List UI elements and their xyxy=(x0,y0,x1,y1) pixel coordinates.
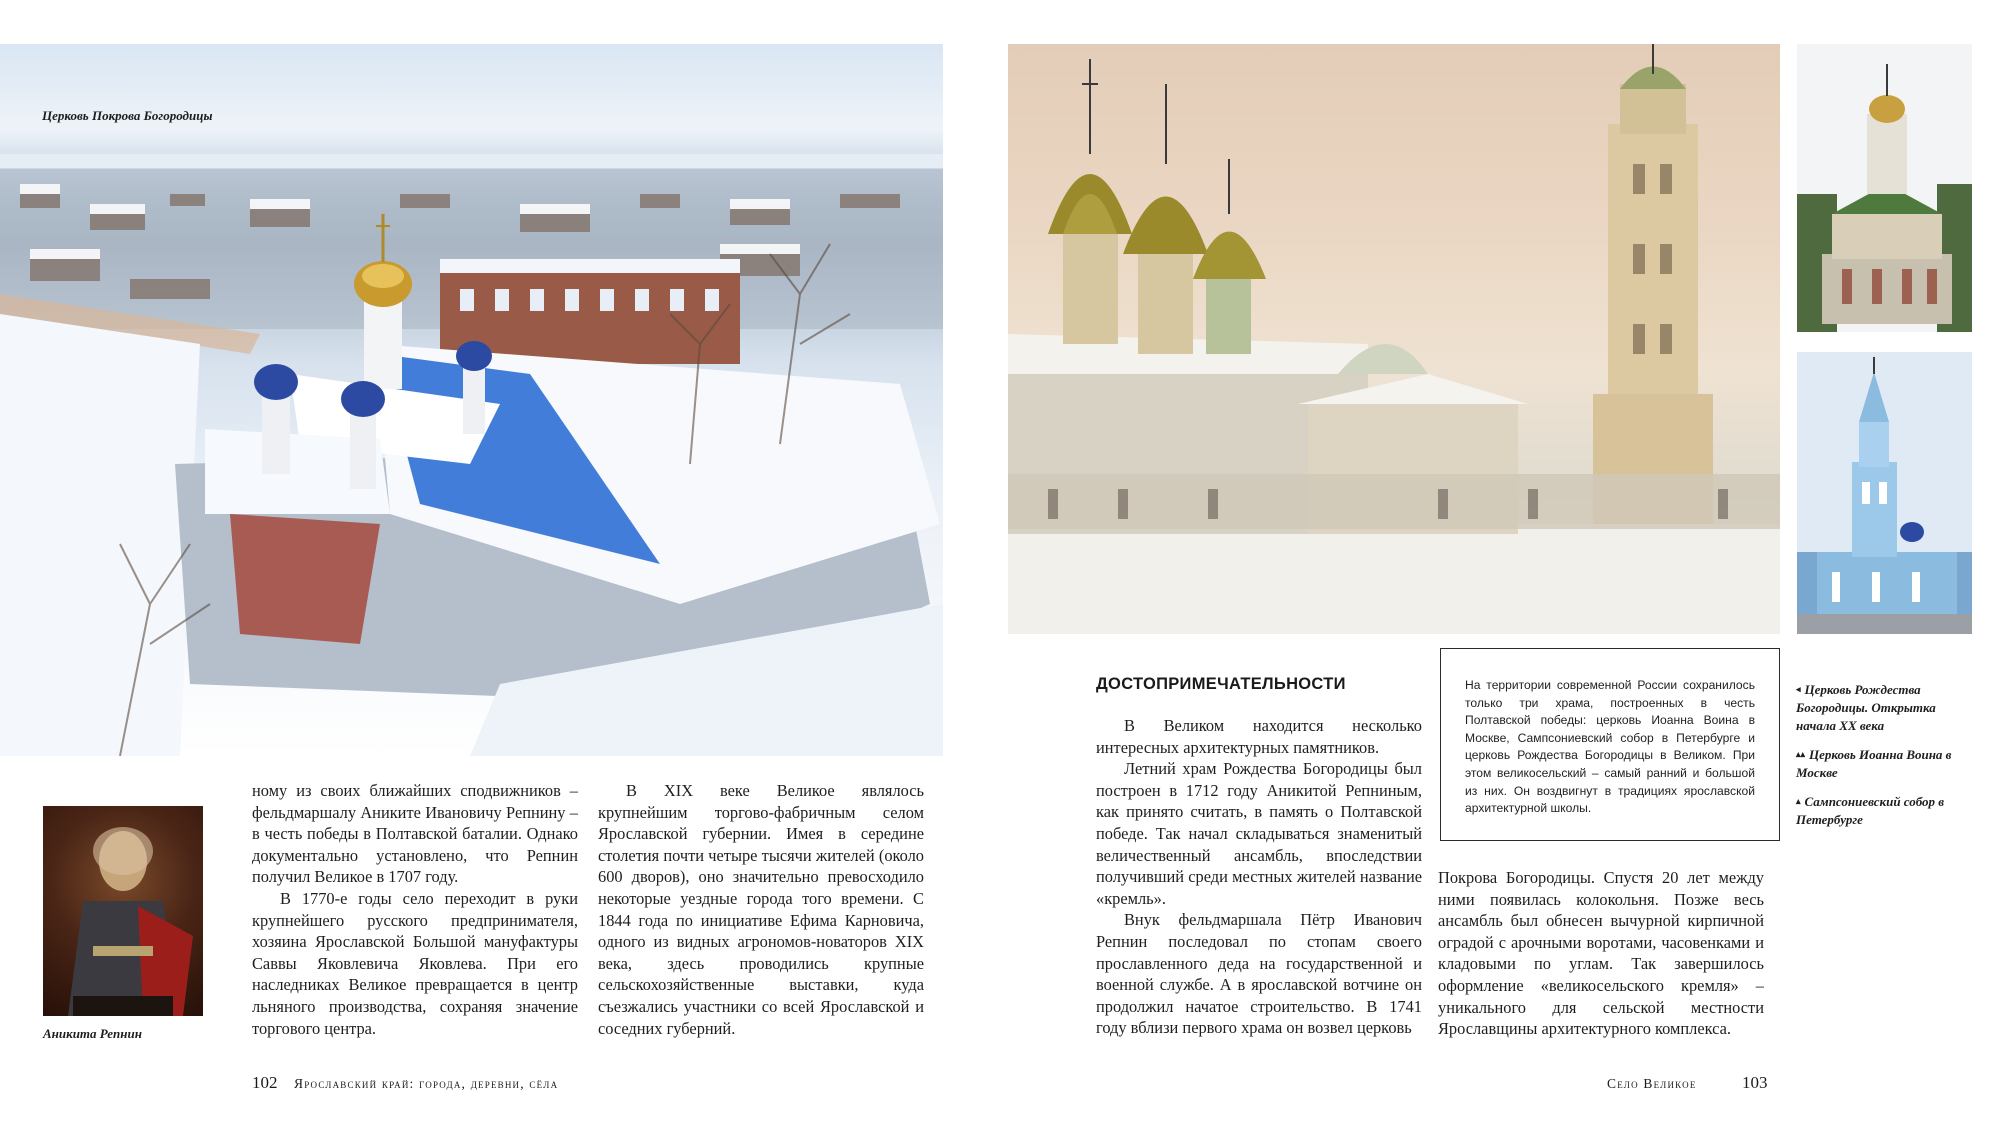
paragraph: Летний храм Рождества Богородицы был построен в 1712 году Аникитой Репниным, как принято считать, в память о Полтавской победе. Так начал складываться знаменитый величественный ансамбль, впоследствии получивший среди местных жителей название «кремль». xyxy=(1096,759,1422,908)
ioann-voin-illustration xyxy=(1797,44,1972,332)
church-aerial-photo xyxy=(0,44,943,756)
paragraph: В Великом находится несколько интересных архитектурных памятников. xyxy=(1096,716,1422,757)
paragraph: Внук фельдмаршала Пётр Иванович Репнин последовал по стопам своего прославленного деда на государственной и военной службе. А в ярославской вотчине он продолжил начатое строительство. В 1741 году вблизи первого храма он возвел церковь xyxy=(1096,910,1422,1038)
caption-postcard: ◂ Церковь Рождества Богородицы. Открытка начала XX века xyxy=(1796,682,1936,733)
arrow-up-icon: ▴ xyxy=(1796,796,1801,806)
repnin-caption: Аникита Репнин xyxy=(43,1026,142,1041)
right-column-1 xyxy=(1096,715,1422,1039)
postcard-photo xyxy=(1008,44,1780,634)
right-column-2 xyxy=(1438,867,1764,1040)
page-number-left: 102 xyxy=(252,1073,278,1092)
repnin-portrait xyxy=(43,806,203,1016)
left-column-1 xyxy=(252,780,578,1039)
arrow-left-icon: ◂ xyxy=(1796,684,1801,694)
paragraph: В 1770-е годы село переходит в руки крупнейшего русского предпринимателя, хозяина Ярославской Большой мануфактуры Саввы Яковлевича Яковлева. При его наследниках Великое превращается в центр льняного производства, сохраняя значение торгового центра. xyxy=(252,888,578,1038)
sampson-cathedral-illustration xyxy=(1797,352,1972,634)
ioann-voin-church-photo xyxy=(1797,44,1972,332)
church-aerial-illustration xyxy=(0,44,943,756)
paragraph: Покрова Богородицы. Спустя 20 лет между ними появилась колокольня. Позже весь ансамбль был обнесен вычурной кирпичной оградой с арочными воротами, часовенками и кладовыми по углам. Так завершилось оформление «великосельского кремля» – уникального для сельской местности Ярославщины архитектурного комплекса. xyxy=(1438,868,1764,1039)
paragraph: В XIX веке Великое являлось крупнейшим торгово-фабричным селом Ярославской губернии. Имея в середине столетия почти четыре тысячи жителей (около 600 дворов), оно значительно превосходило некоторые уездные города того времени. С 1844 года по инициативе Ефима Карновича, одного из видных агрономов-новаторов XIX века, здесь проводились крупные сельскохозяйственные выставки, куда съезжались участники со всей Ярославской и соседних губерний. xyxy=(598,781,924,1038)
caption-sampson: ▴ Сампсониевский собор в Петербурге xyxy=(1796,794,1945,827)
running-head-left: Ярославский край: города, деревни, сёла xyxy=(294,1076,559,1091)
side-captions xyxy=(1796,680,1976,839)
repnin-portrait-illustration xyxy=(43,806,203,1016)
page-number-right: 103 xyxy=(1742,1073,1768,1092)
section-heading: ДОСТОПРИМЕЧАТЕЛЬНОСТИ xyxy=(1096,675,1346,693)
left-column-2 xyxy=(598,780,924,1039)
arrow-up-double-icon: ▴▴ xyxy=(1796,749,1806,759)
sampson-cathedral-photo xyxy=(1797,352,1972,634)
church-photo-caption: Церковь Покрова Богородицы xyxy=(42,108,213,123)
paragraph: ному из своих ближайших сподвижников – фельдмаршалу Аниките Ивановичу Репнину – в честь победы в Полтавской баталии. Однако документально установлено, что Репнин получил Великое в 1707 году. xyxy=(252,781,578,887)
postcard-illustration xyxy=(1008,44,1780,634)
sidebar-box: На территории современной России сохранилось только три храма, построенных в честь Полтавской победы: церковь Иоанна Воина в Москве, Сампсониевский собор в Петербурге и церковь Рождества Богородицы в Великом. При этом великосельский – самый ранний и большой из них. Он воздвигнут в традициях ярославской архитектурной школы. xyxy=(1440,648,1780,841)
running-head-right: Село Великое xyxy=(1607,1076,1697,1091)
caption-ioann-voin: ▴▴ Церковь Иоанна Воина в Москве xyxy=(1796,747,1952,780)
